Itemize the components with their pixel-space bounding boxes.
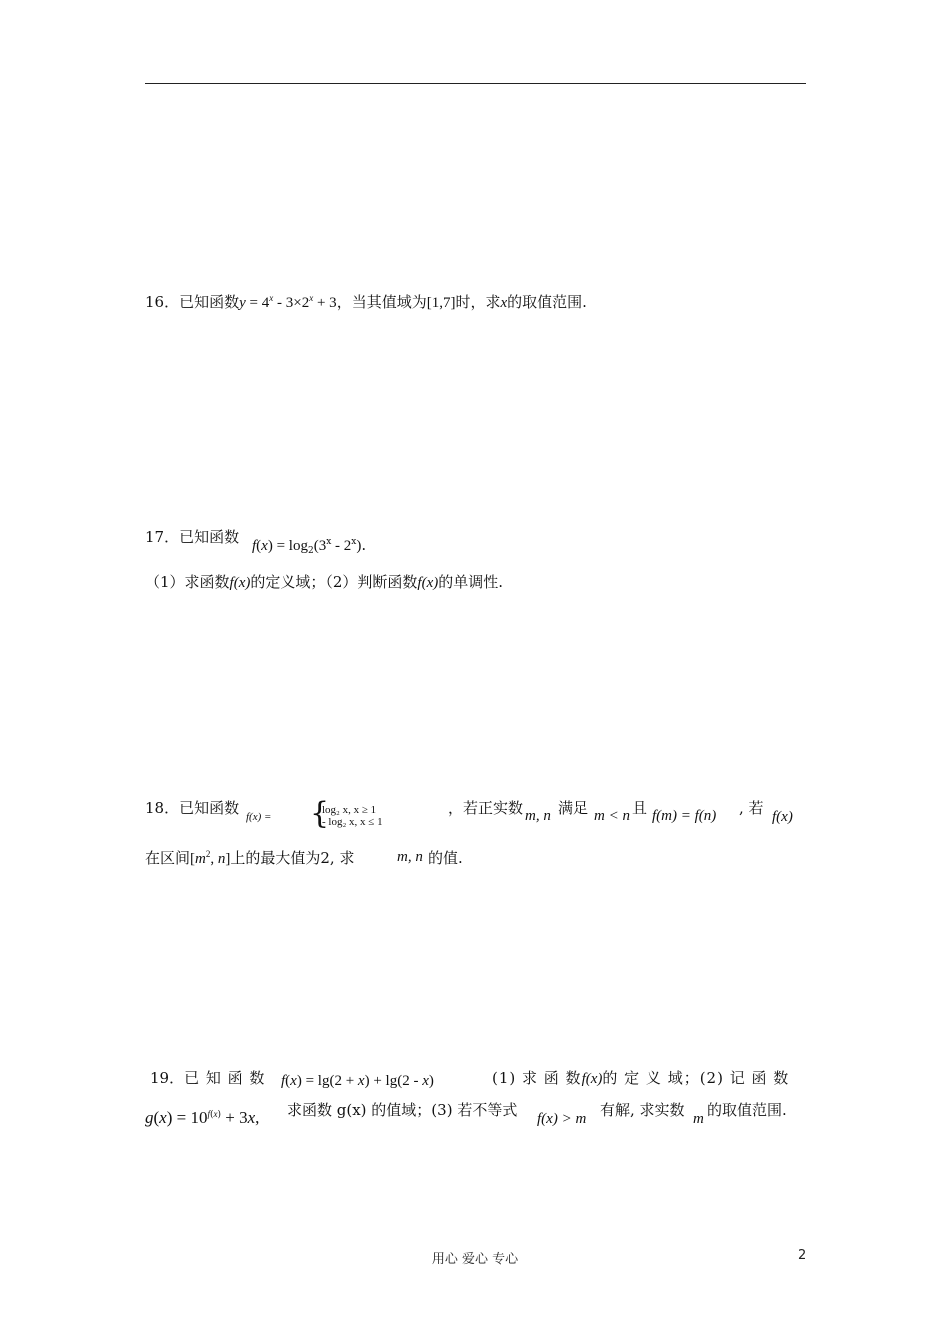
piecewise-lhs: f(x) = bbox=[246, 811, 272, 823]
question-text: 时，求 bbox=[455, 293, 501, 311]
question-number: 19． bbox=[150, 1069, 185, 1087]
question-19 bbox=[150, 1068, 265, 1088]
question-text: 的取值范围. bbox=[507, 293, 587, 311]
question-text: 已知函数 bbox=[179, 293, 240, 311]
g-formula: $g(x) = 10^{f(x)} + 3x$, bbox=[145, 1108, 260, 1127]
question-18-cont bbox=[448, 798, 523, 818]
question-text: ，若正实数 bbox=[448, 799, 524, 817]
formula: $f(x) = \log_2(3^x - 2^x)$. bbox=[252, 536, 367, 556]
question-number: 17． bbox=[145, 528, 180, 546]
question-text: （1）求函数 bbox=[145, 573, 230, 591]
question-18-line2 bbox=[145, 848, 354, 869]
question-19-line2 bbox=[287, 1100, 517, 1120]
question-16 bbox=[145, 292, 587, 313]
question-text: 在区间 bbox=[145, 849, 191, 867]
question-text: 的取值范围. bbox=[707, 1101, 787, 1119]
question-text: 已知函数 bbox=[179, 799, 240, 817]
question-18-cont bbox=[558, 798, 588, 818]
question-18-cont bbox=[632, 798, 647, 818]
question-text: (1) 求 函 数 bbox=[492, 1069, 582, 1087]
question-18-vars bbox=[525, 805, 551, 826]
question-17-parts bbox=[145, 572, 503, 593]
header-rule bbox=[145, 83, 806, 84]
formula: f(x) = lg(2 + x) + lg(2 - x) bbox=[281, 1073, 434, 1089]
function-symbol: f(x) bbox=[417, 575, 439, 591]
question-18 bbox=[145, 798, 239, 818]
variables: m, n bbox=[397, 849, 423, 865]
question-text: 已 知 函 数 bbox=[184, 1069, 266, 1087]
question-text: 求函数 g(x) 的值域；(3) 若不等式 bbox=[287, 1101, 518, 1119]
question-text: 满足 bbox=[558, 799, 589, 817]
function-symbol: f(x) bbox=[581, 1071, 603, 1087]
piecewise-row: - log₂ x, x ≤ 1 bbox=[322, 816, 383, 828]
condition: m < n bbox=[594, 808, 630, 824]
question-text: 的单调性. bbox=[438, 573, 504, 591]
question-18-end bbox=[428, 848, 463, 868]
question-text: 的 定 义 域；(2) 记 函 数 bbox=[602, 1069, 790, 1087]
inequality: f(x) > m bbox=[537, 1111, 587, 1127]
question-18-cont bbox=[739, 798, 764, 818]
function-symbol: f(x) bbox=[229, 575, 251, 591]
page-number: 2 bbox=[798, 1248, 807, 1263]
variable: x bbox=[500, 295, 508, 311]
question-text: 且 bbox=[632, 799, 648, 817]
question-text: 上的最大值为2, 求 bbox=[230, 849, 355, 867]
equation: f(m) = f(n) bbox=[652, 808, 717, 824]
question-text: 已知函数 bbox=[179, 528, 240, 546]
function-symbol: f(x) bbox=[772, 809, 793, 825]
question-text: 的定义域；（2）判断函数 bbox=[250, 573, 418, 591]
interval: [1,7] bbox=[426, 295, 456, 311]
question-text: 的值. bbox=[428, 849, 463, 867]
formula: $y = 4^x - 3\times 2^x + 3$ bbox=[239, 293, 337, 311]
variables: m, n bbox=[525, 808, 551, 824]
variable: m bbox=[693, 1111, 704, 1127]
question-text: 有解, 求实数 bbox=[600, 1101, 685, 1119]
question-19-end bbox=[707, 1100, 787, 1120]
piecewise-function: f(x) = { log₂ x, x ≥ 1 - log₂ x, x ≤ 1 bbox=[246, 796, 383, 831]
piecewise-row: log₂ x, x ≥ 1 bbox=[322, 804, 377, 816]
question-19-cont bbox=[600, 1100, 685, 1120]
question-text: ，当其值域为 bbox=[336, 293, 427, 311]
interval: [$m^2$, n] bbox=[190, 849, 231, 867]
question-number: 18． bbox=[145, 799, 180, 817]
punctuation: . bbox=[361, 536, 367, 554]
question-19-cont bbox=[492, 1068, 789, 1089]
question-17 bbox=[145, 527, 239, 547]
footer-slogan: 用心 爱心 专心 bbox=[431, 1252, 519, 1267]
question-text: , 若 bbox=[739, 799, 764, 817]
question-number: 16． bbox=[145, 293, 180, 311]
